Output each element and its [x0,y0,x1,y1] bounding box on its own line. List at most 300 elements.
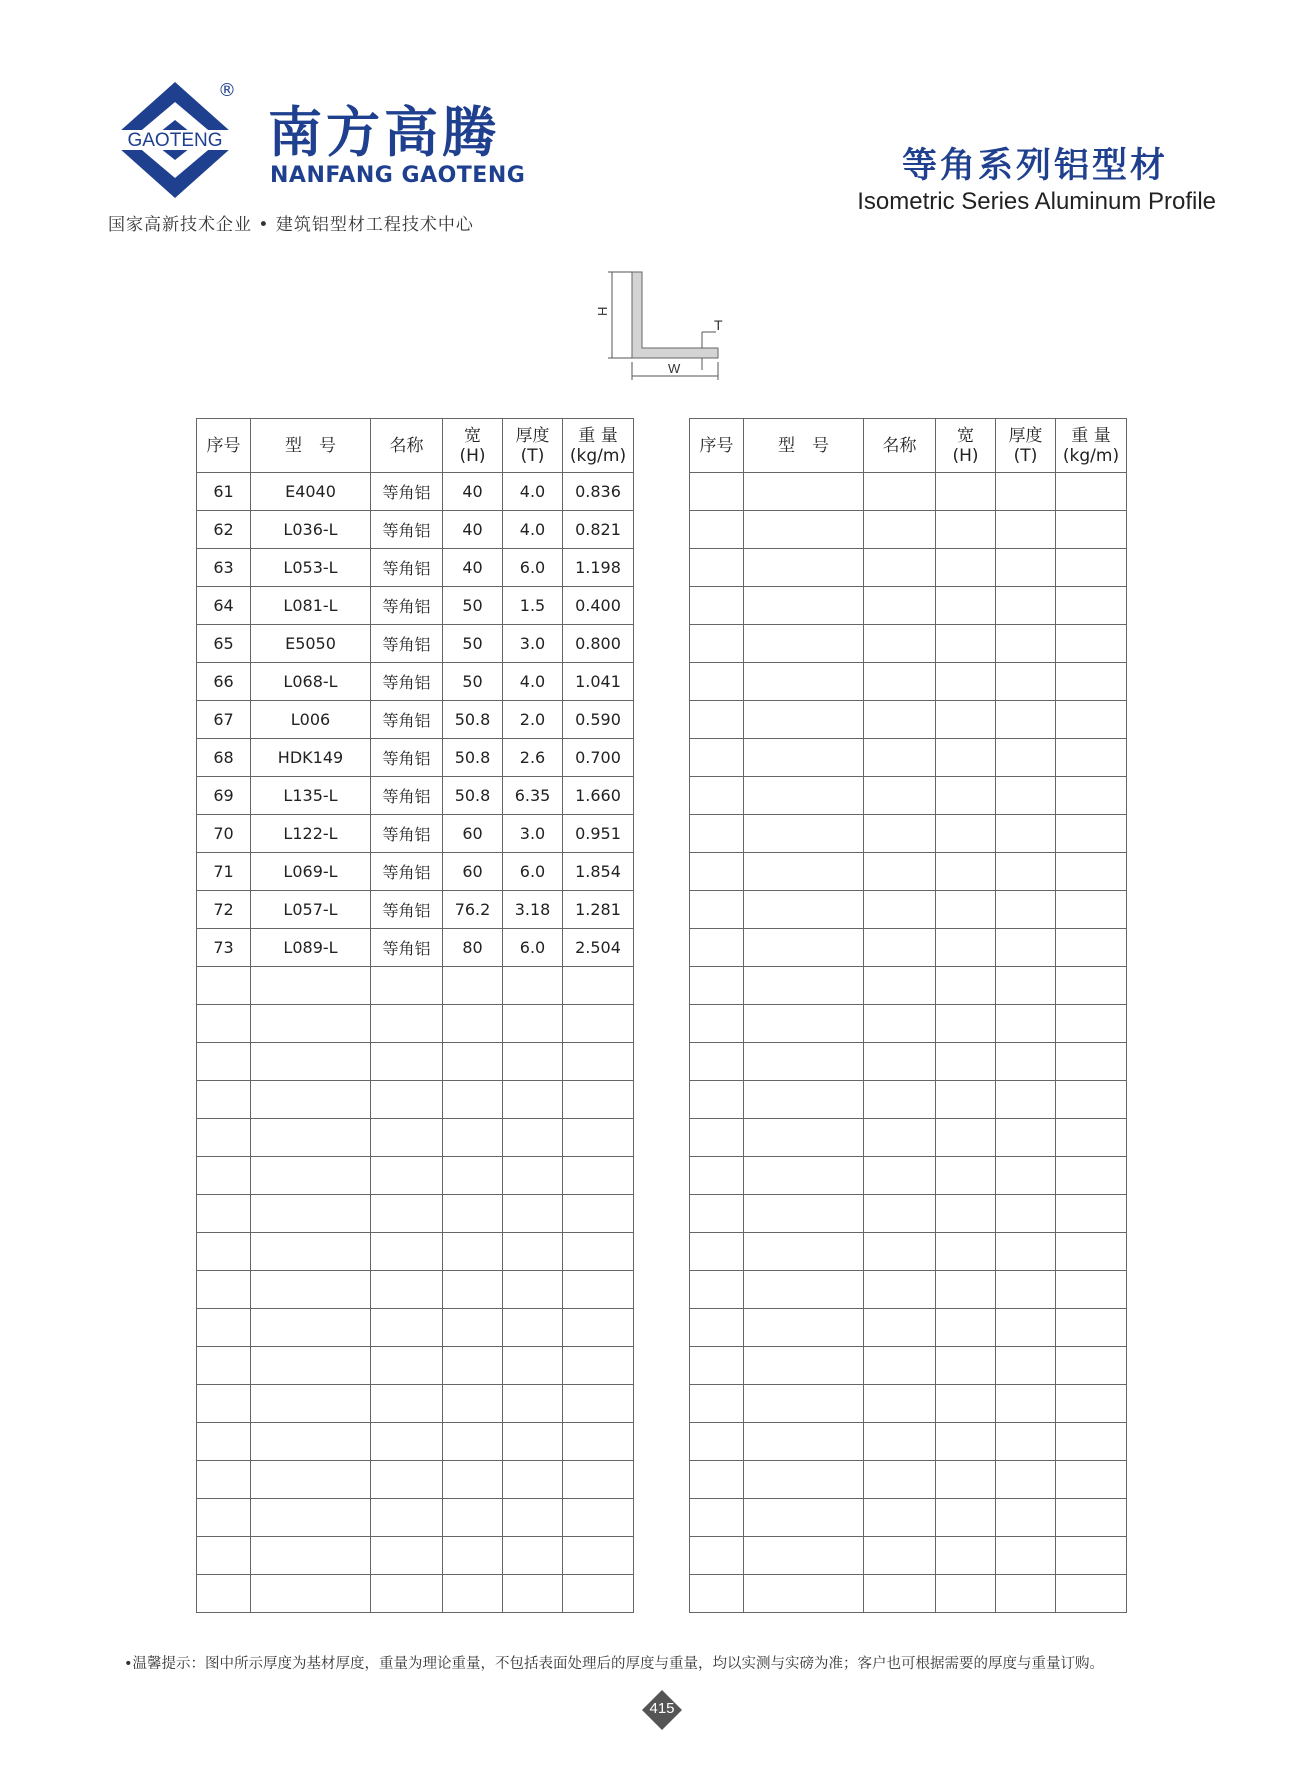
cell-width [936,1385,996,1423]
cell-name [864,625,936,663]
cell-seq [197,1347,251,1385]
cell-thickness [996,1195,1056,1233]
cell-name: 等角铝 [371,739,443,777]
cell-thickness [996,1461,1056,1499]
table-row [197,1081,634,1119]
cell-model [251,1537,371,1575]
cell-name [371,1575,443,1613]
cell-width [936,1309,996,1347]
table-row [690,473,1127,511]
cell-weight: 0.400 [563,587,634,625]
cell-width [936,1499,996,1537]
cell-model [251,1233,371,1271]
brand-logo [108,80,568,220]
cell-weight [563,1537,634,1575]
cell-name [864,1233,936,1271]
cell-weight [1056,1043,1127,1081]
cell-thickness [996,1157,1056,1195]
table-row [690,1309,1127,1347]
cell-thickness [503,1043,563,1081]
cell-thickness [996,929,1056,967]
cell-thickness [996,1271,1056,1309]
cell-seq [197,1385,251,1423]
spec-table-left [196,418,634,1613]
cell-name [864,891,936,929]
cell-thickness: 2.6 [503,739,563,777]
header-weight-unit: (kg/m) [569,445,627,466]
cell-name [864,549,936,587]
cell-weight: 0.700 [563,739,634,777]
cell-thickness [996,1385,1056,1423]
cell-thickness [503,1499,563,1537]
cell-width [443,1005,503,1043]
header-model: 型 号 [251,419,371,473]
table-row [690,1423,1127,1461]
cell-thickness [996,511,1056,549]
cell-model [251,1423,371,1461]
table-row [690,511,1127,549]
cell-weight [1056,777,1127,815]
cell-model [251,967,371,1005]
cell-seq [690,1157,744,1195]
cell-name: 等角铝 [371,587,443,625]
cell-thickness [503,1347,563,1385]
cell-weight [1056,587,1127,625]
label-w: W [668,361,681,376]
cell-weight [1056,1005,1127,1043]
cell-weight [563,1081,634,1119]
table-row [690,1347,1127,1385]
cell-weight: 0.821 [563,511,634,549]
cell-weight: 0.590 [563,701,634,739]
cell-width: 50 [443,663,503,701]
cell-seq [197,1309,251,1347]
brand-name-cn: 南方高腾 [268,101,500,164]
cell-weight [563,1195,634,1233]
cell-seq [690,1005,744,1043]
cell-seq: 68 [197,739,251,777]
cell-seq [690,1309,744,1347]
cell-weight: 0.800 [563,625,634,663]
cell-thickness [996,853,1056,891]
header-weight-unit: (kg/m) [1062,445,1120,466]
cell-width [443,1233,503,1271]
table-row [690,1043,1127,1081]
cell-width [936,853,996,891]
cell-thickness [503,967,563,1005]
cell-seq [690,1423,744,1461]
cell-thickness [996,777,1056,815]
cell-thickness [503,1537,563,1575]
cell-seq [690,1575,744,1613]
cell-seq [690,891,744,929]
cell-model [251,1119,371,1157]
cell-model [251,1271,371,1309]
cell-width [936,549,996,587]
cell-model [744,1347,864,1385]
cell-name: 等角铝 [371,891,443,929]
header-width-unit: (H) [952,445,979,466]
cell-seq [690,1385,744,1423]
cell-thickness [996,1537,1056,1575]
cell-thickness [996,1423,1056,1461]
cell-name [864,587,936,625]
cell-seq: 63 [197,549,251,587]
table-header-row [197,419,634,473]
cell-model [744,549,864,587]
cell-name [864,739,936,777]
cell-seq: 67 [197,701,251,739]
cell-model: L036-L [251,511,371,549]
cell-seq [690,1347,744,1385]
cell-width: 40 [443,511,503,549]
cell-thickness [503,1157,563,1195]
cell-model: L053-L [251,549,371,587]
table-row [197,549,634,587]
cell-thickness [503,1119,563,1157]
cell-width [443,1423,503,1461]
cell-width [936,1271,996,1309]
cell-weight [1056,1423,1127,1461]
table-row [690,1271,1127,1309]
cell-width [936,663,996,701]
table-row [690,549,1127,587]
cell-seq: 61 [197,473,251,511]
table-row [197,929,634,967]
table-row [197,1309,634,1347]
cell-thickness [996,1043,1056,1081]
cell-name: 等角铝 [371,929,443,967]
angle-profile-diagram [590,264,740,384]
table-row [690,663,1127,701]
cell-thickness: 6.0 [503,853,563,891]
cell-model [744,587,864,625]
cell-weight [1056,967,1127,1005]
table-row [197,1043,634,1081]
cell-seq [690,1461,744,1499]
cell-weight [1056,701,1127,739]
cell-name [864,1195,936,1233]
cell-thickness [996,1081,1056,1119]
cell-model [251,1005,371,1043]
cell-width: 60 [443,853,503,891]
cell-seq [690,929,744,967]
cell-model: HDK149 [251,739,371,777]
cell-thickness [503,1423,563,1461]
cell-width [936,1537,996,1575]
cell-width [443,1081,503,1119]
cell-width [936,929,996,967]
table-row [690,587,1127,625]
page-number: 415 [649,1700,675,1717]
header-seq: 序号 [690,419,744,473]
cell-name [864,1043,936,1081]
cell-thickness [996,701,1056,739]
cell-width [936,1423,996,1461]
cell-name [864,1385,936,1423]
cell-model [744,891,864,929]
table-row [690,701,1127,739]
cell-width [936,1233,996,1271]
cell-seq [197,1195,251,1233]
table-row [690,891,1127,929]
cell-weight [1056,473,1127,511]
cell-thickness [996,967,1056,1005]
table-row [197,1195,634,1233]
cell-seq [690,511,744,549]
cell-thickness [996,1309,1056,1347]
cell-thickness [996,1347,1056,1385]
cell-width [443,1043,503,1081]
cell-thickness [503,1385,563,1423]
cell-name [864,473,936,511]
cell-name [864,1575,936,1613]
cell-thickness: 6.0 [503,549,563,587]
cell-weight: 1.854 [563,853,634,891]
table-row [197,1005,634,1043]
cell-name [371,1157,443,1195]
cell-model [744,1005,864,1043]
cell-thickness [503,1271,563,1309]
cell-name [371,1195,443,1233]
cell-weight: 1.660 [563,777,634,815]
cell-thickness: 4.0 [503,511,563,549]
cell-weight [1056,663,1127,701]
cell-thickness [503,1195,563,1233]
cell-width: 60 [443,815,503,853]
cell-width [936,701,996,739]
cell-seq [197,1537,251,1575]
header-width [936,419,996,473]
cell-name [371,1081,443,1119]
header-name: 名称 [371,419,443,473]
cell-model [251,1157,371,1195]
cell-thickness [996,891,1056,929]
cell-model [251,1499,371,1537]
cell-seq [690,701,744,739]
header-width [443,419,503,473]
table-row [197,891,634,929]
table-row [197,511,634,549]
table-row [197,815,634,853]
cell-name: 等角铝 [371,701,443,739]
cell-thickness [503,1081,563,1119]
cell-name [864,777,936,815]
cell-thickness [996,587,1056,625]
header-weight-label: 重 量 [578,425,618,446]
cell-weight [563,1385,634,1423]
cell-seq [690,549,744,587]
cell-model [744,625,864,663]
cell-name: 等角铝 [371,663,443,701]
cell-name [864,1157,936,1195]
cell-width [936,1157,996,1195]
cell-weight [1056,739,1127,777]
cell-name [864,1271,936,1309]
cell-name [864,1081,936,1119]
cell-model [251,1575,371,1613]
cell-name: 等角铝 [371,549,443,587]
cell-model: L006 [251,701,371,739]
cell-model [744,1537,864,1575]
cell-name: 等角铝 [371,777,443,815]
cell-model [744,1195,864,1233]
cell-seq: 62 [197,511,251,549]
cell-name [371,1385,443,1423]
cell-seq: 66 [197,663,251,701]
cell-weight [1056,1271,1127,1309]
cell-model [744,929,864,967]
cell-weight [563,967,634,1005]
header-thickness [996,419,1056,473]
cell-weight [563,1119,634,1157]
spec-table-right [689,418,1127,1613]
header-seq: 序号 [197,419,251,473]
cell-model [251,1081,371,1119]
cell-weight [1056,1233,1127,1271]
cell-seq [690,625,744,663]
cell-width [936,1043,996,1081]
cell-thickness [996,473,1056,511]
table-row [690,1157,1127,1195]
cell-width [936,1195,996,1233]
cell-model [744,1385,864,1423]
cell-model [744,815,864,853]
table-row [690,1461,1127,1499]
cell-thickness [996,739,1056,777]
cell-seq [197,1043,251,1081]
cell-name [864,1347,936,1385]
cell-model [251,1461,371,1499]
cell-thickness: 4.0 [503,663,563,701]
cell-name [371,1461,443,1499]
cell-width [443,1157,503,1195]
cell-model [251,1309,371,1347]
cell-seq [690,473,744,511]
table-row [197,777,634,815]
cell-width [443,1309,503,1347]
cell-width [936,1005,996,1043]
cell-seq [197,967,251,1005]
header-thickness [503,419,563,473]
cell-model [744,1423,864,1461]
cell-thickness [996,1233,1056,1271]
cell-model: E5050 [251,625,371,663]
cell-width: 50 [443,587,503,625]
logo-text: GAOTENG [127,130,223,151]
cell-width [936,967,996,1005]
cell-model [744,1309,864,1347]
cell-weight [563,1347,634,1385]
cell-model [251,1385,371,1423]
cell-name [864,1119,936,1157]
cell-seq: 65 [197,625,251,663]
cell-model [744,1461,864,1499]
table-row [690,1499,1127,1537]
cell-width: 80 [443,929,503,967]
cell-weight [1056,891,1127,929]
cell-weight: 2.504 [563,929,634,967]
label-h: H [595,306,610,316]
cell-name [864,815,936,853]
table-row [197,1537,634,1575]
header-model: 型 号 [744,419,864,473]
cell-model [744,777,864,815]
table-row [690,1575,1127,1613]
cell-weight [1056,1119,1127,1157]
cell-seq [690,1271,744,1309]
cell-weight [563,1461,634,1499]
cell-model [251,1195,371,1233]
cell-seq [197,1271,251,1309]
table-row [690,1119,1127,1157]
cell-model: L089-L [251,929,371,967]
cell-seq [690,1233,744,1271]
cell-thickness [996,1575,1056,1613]
cell-weight [1056,625,1127,663]
cell-name: 等角铝 [371,853,443,891]
cell-width [936,1461,996,1499]
cell-model [744,853,864,891]
cell-thickness [503,1309,563,1347]
header-width-unit: (H) [459,445,486,466]
cell-width [443,1537,503,1575]
cell-name [864,929,936,967]
cell-name [371,1347,443,1385]
cell-thickness: 3.0 [503,625,563,663]
cell-weight [563,1043,634,1081]
cell-seq: 71 [197,853,251,891]
cell-weight [563,1157,634,1195]
table-row [197,1385,634,1423]
cell-width [443,967,503,1005]
cell-name [864,1499,936,1537]
cell-model: L069-L [251,853,371,891]
header-weight [1056,419,1127,473]
cell-seq [690,1081,744,1119]
cell-name [864,511,936,549]
table-row [690,1081,1127,1119]
cell-weight [1056,1575,1127,1613]
cell-name [864,853,936,891]
table-row [197,739,634,777]
page-title-en: Isometric Series Aluminum Profile [857,188,1216,215]
cell-width [936,1119,996,1157]
cell-seq [197,1157,251,1195]
cell-weight [1056,1081,1127,1119]
cell-weight [1056,1195,1127,1233]
cell-width [936,1081,996,1119]
cell-width [443,1385,503,1423]
table-row [690,1233,1127,1271]
cell-name [371,967,443,1005]
header-weight-label: 重 量 [1071,425,1111,446]
label-t: T [714,317,723,333]
cell-seq [197,1119,251,1157]
header-width-label: 宽 [464,425,481,446]
cell-name [371,1233,443,1271]
cell-width [443,1119,503,1157]
cell-weight: 0.951 [563,815,634,853]
table-row [197,1423,634,1461]
cell-seq [197,1423,251,1461]
cell-thickness [503,1461,563,1499]
cell-model [744,473,864,511]
cell-width [936,625,996,663]
cell-name [864,1309,936,1347]
cell-weight [1056,1461,1127,1499]
cell-width [936,777,996,815]
